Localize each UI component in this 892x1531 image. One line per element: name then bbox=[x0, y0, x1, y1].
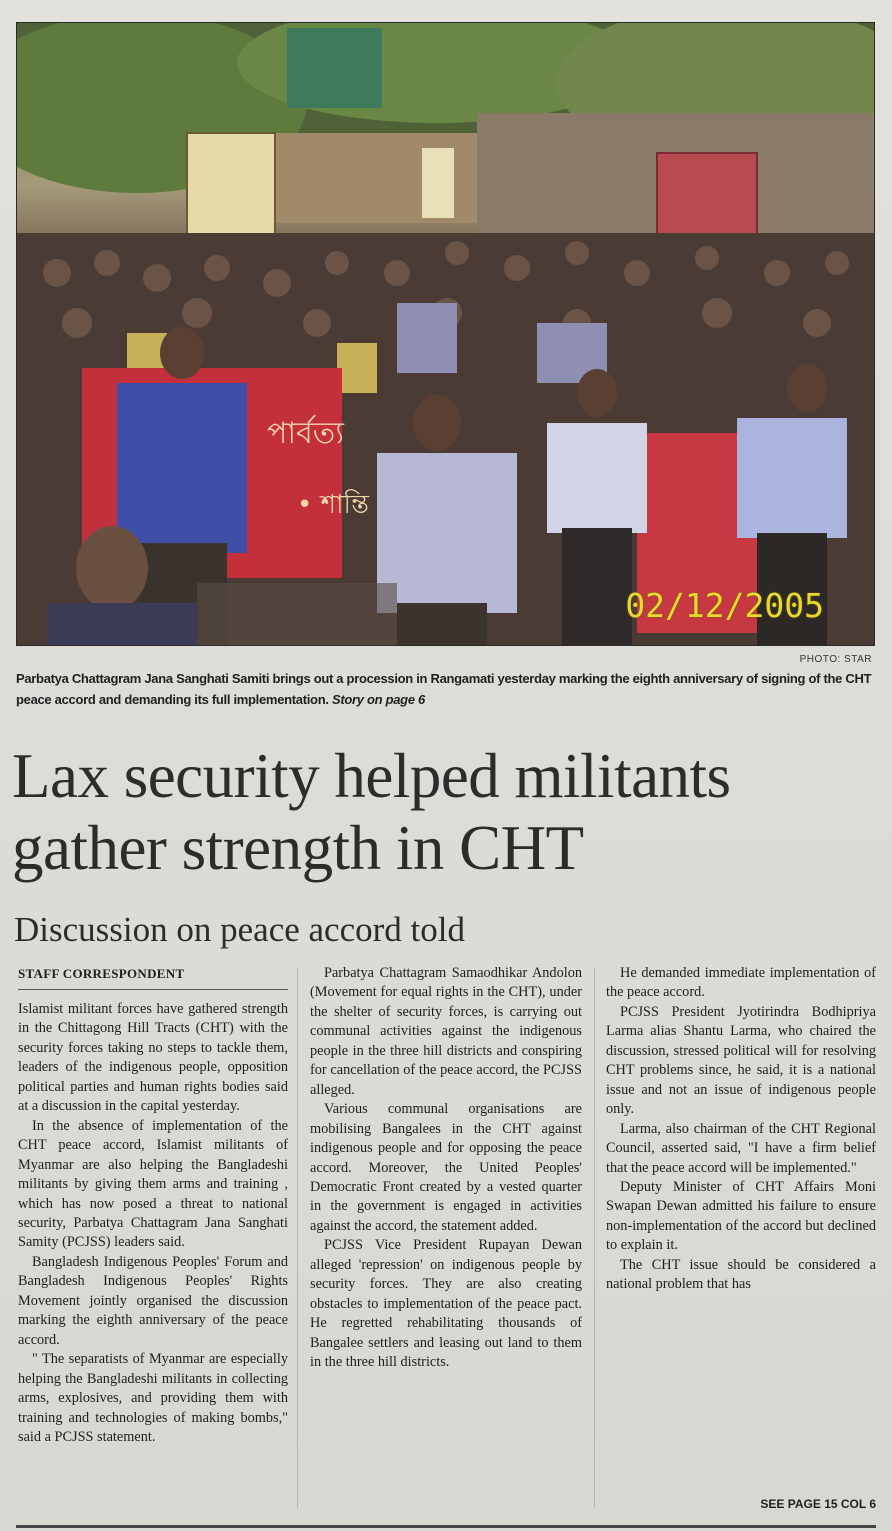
article-paragraph: Various communal organisations are mobilising Bangalees in the CHT against indigenous people and for opposing the peace accord. Moreover, the United Peoples' Democratic Front created by a vested quarter in the government is engaged in activities against the accord, the statement added. bbox=[310, 1101, 582, 1234]
svg-text:পার্বত্য: পার্বত্য bbox=[267, 416, 344, 451]
article-paragraph: PCJSS President Jyotirindra Bodhipriya Larma alias Shantu Larma, who chaired the discussion, stressed political will for resolving CHT problems since, he said, it is a national issue and not an issue of indigenous people only. bbox=[606, 1003, 876, 1118]
article-column-2 bbox=[310, 964, 582, 1373]
column-divider bbox=[594, 968, 595, 1508]
article-paragraph: Islamist militant forces have gathered strength in the Chittagong Hill Tracts (CHT) with the security forces taking no steps to tackle them, leaders of the indigenous people, opposition political parties and human rights bodies said at a discussion in the capital yesterday. bbox=[18, 1001, 288, 1115]
headline: Lax security helped militants gather strength in CHT bbox=[12, 741, 731, 883]
procession-photo bbox=[16, 22, 875, 646]
article-column-1 bbox=[18, 964, 288, 1447]
subheadline: Discussion on peace accord told bbox=[14, 910, 465, 949]
article-paragraph: Larma, also chairman of the CHT Regional Council, asserted said, "I have a firm belief that the peace accord will be implemented." bbox=[606, 1120, 876, 1176]
article-paragraph: In the absence of implementation of the CHT peace accord, Islamist militants of Myanmar are also helping the Bangladeshi militants by giving them arms and training , which has now posed a threat to national security, Parbatya Chattagram Jana Sanghati Samity (PCJSS) leaders said. bbox=[18, 1117, 288, 1251]
photo-credit: PHOTO: STAR bbox=[799, 654, 872, 665]
article-paragraph: The CHT issue should be considered a national problem that has bbox=[606, 1256, 876, 1293]
article-paragraph: " The separatists of Myanmar are especially helping the Bangladeshi militants in collecting arms, explosives, and providing them with training and technologies of making bombs," said a PCJSS statement. bbox=[18, 1351, 288, 1445]
caption-text: Parbatya Chattagram Jana Sanghati Samiti brings out a procession in Rangamati yesterday marking the eighth anniversary of signing of the CHT peace accord and demanding its full implementation. bbox=[16, 671, 872, 707]
byline: STAFF CORRESPONDENT bbox=[18, 964, 288, 990]
article-paragraph: PCJSS Vice President Rupayan Dewan alleged 'repression' on indigenous people by security forces. They are also creating obstacles to implementation of the peace pact. He regretted rehabilitating thousands of Bangalee settlers and leasing out land to them in the three hill districts. bbox=[310, 1237, 582, 1371]
date-stamp: 02/12/2005 bbox=[625, 586, 824, 625]
article-paragraph: Bangladesh Indigenous Peoples' Forum and Bangladesh Indigenous Peoples' Rights Movement jointly organised the discussion marking the eighth anniversary of the peace accord. bbox=[18, 1253, 288, 1348]
article-column-3 bbox=[606, 964, 876, 1295]
continuation-link[interactable]: SEE PAGE 15 COL 6 bbox=[760, 1497, 876, 1511]
procession-illustration bbox=[17, 23, 874, 645]
article-paragraph: Parbatya Chattagram Samaodhikar Andolon (Movement for equal rights in the CHT), under the shelter of security forces, is carrying out communal activities against the indigenous people in the three hill districts and conspiring for cancellation of the peace accord, the PCJSS alleged. bbox=[310, 965, 582, 1098]
article-paragraph: He demanded immediate implementation of the peace accord. bbox=[606, 965, 876, 1001]
article-paragraph: Deputy Minister of CHT Affairs Moni Swapan Dewan admitted his failure to ensure non-implementation of the accord but declined to explain it. bbox=[606, 1178, 876, 1254]
photo-caption bbox=[16, 668, 876, 710]
column-divider bbox=[297, 968, 298, 1508]
svg-text:• শান্তি: • শান্তি bbox=[297, 490, 369, 520]
story-reference: Story on page 6 bbox=[331, 692, 425, 707]
bottom-rule bbox=[16, 1525, 876, 1528]
